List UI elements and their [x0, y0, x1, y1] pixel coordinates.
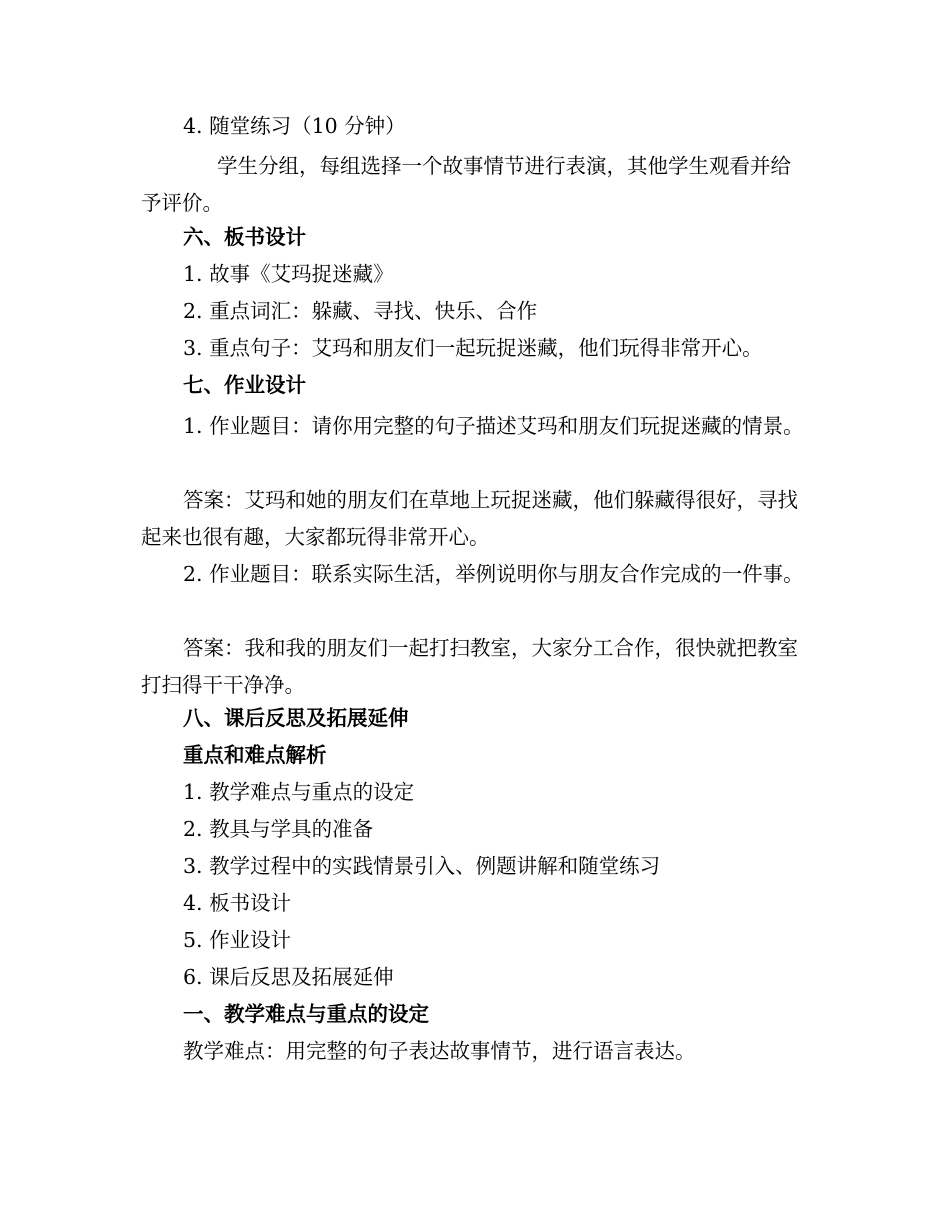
analysis-item-4: 4. 板书设计	[183, 891, 292, 915]
homework-2-answer: 答案：我和我的朋友们一起打扫教室，大家分工合作，很快就把教室打扫得干干净净。	[141, 636, 798, 697]
section-difficulty-title: 一、教学难点与重点的设定	[183, 1002, 429, 1026]
board-item-1: 1. 故事《艾玛捉迷藏》	[183, 262, 394, 286]
board-item-3: 3. 重点句子：艾玛和朋友们一起玩捉迷藏，他们玩得非常开心。	[183, 336, 763, 360]
section-homework-title: 七、作业设计	[183, 373, 306, 397]
homework-1-question: 1. 作业题目：请你用完整的句子描述艾玛和朋友们玩捉迷藏的情景。	[183, 414, 804, 438]
practice-paragraph: 学生分组，每组选择一个故事情节进行表演，其他学生观看并给予评价。	[141, 154, 791, 215]
analysis-item-6: 6. 课后反思及拓展延伸	[183, 965, 394, 989]
analysis-item-3: 3. 教学过程中的实践情景引入、例题讲解和随堂练习	[183, 854, 661, 878]
analysis-item-1: 1. 教学难点与重点的设定	[183, 780, 415, 804]
practice-item-heading: 4. 随堂练习（10 分钟）	[183, 114, 406, 138]
homework-1-answer: 答案：艾玛和她的朋友们在草地上玩捉迷藏，他们躲藏得很好，寻找起来也很有趣，大家都玩得非常开心。	[141, 488, 798, 549]
analysis-item-2: 2. 教具与学具的准备	[183, 817, 374, 841]
analysis-title: 重点和难点解析	[183, 743, 327, 767]
homework-2-question: 2. 作业题目：联系实际生活，举例说明你与朋友合作完成的一件事。	[183, 562, 804, 586]
section-board-design-title: 六、板书设计	[183, 225, 306, 249]
difficulty-paragraph: 教学难点：用完整的句子表达故事情节，进行语言表达。	[183, 1039, 696, 1063]
analysis-item-5: 5. 作业设计	[183, 928, 292, 952]
board-item-2: 2. 重点词汇：躲藏、寻找、快乐、合作	[183, 299, 538, 323]
section-reflection-title: 八、课后反思及拓展延伸	[183, 706, 409, 730]
